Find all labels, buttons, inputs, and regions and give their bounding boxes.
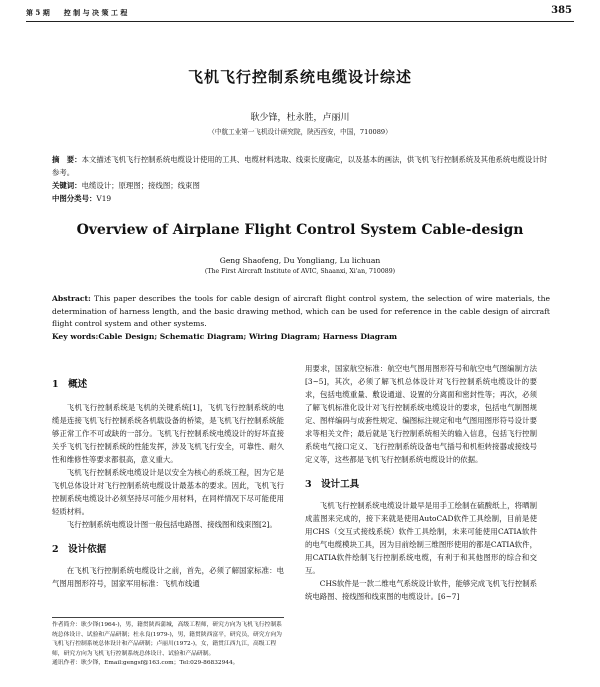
section-1-paragraph-1: 飞机飞行控制系统是飞机的关键系统[1]，飞机飞行控制系统的电缆是连接飞机飞行控制系统各机载设备的桥梁，是飞机飞行控制系统能够正常工作不可或缺的一部分。飞机飞行控制系统电缆设计的好坏直接关乎飞机飞行控制系统的性能发挥，涉及飞机飞行安全，可靠性、耐久性和维修性等要求都很高，意义重大。 [52,403,284,464]
chinese-affiliation: （中航工业第一飞机设计研究院，陕西西安，中国，710089） [208,128,392,136]
section-2-continuation: 用要求，国家航空标准：航空电气图用图形符号和航空电气图编制方法[3~5]，其次，必须了解飞机总体设计对飞行控制系统电缆设计的要求，包括电缆重量、敷设通道、设置的分离面和密封性等；再次，必须了解飞机标准化设计对飞行控制系统电缆设计的要求，包括电气制图规定、图样编码与成套性规定、编图标注规定和电气图用图形符号设计要求等相关文件；最后就是飞行控制系统相关的输入信息，包括飞行控制系统电气接口定义、飞行控制系统设备电气插号和机柜转接器或接线号定义等，这些都是飞机飞行控制系统电缆设计的依据。 [305,364,537,464]
journal-name: 第 5 期 控 制 与 决 策 工 程 [26,8,128,17]
chinese-abstract [52,153,552,179]
chinese-class-code: V19 [96,194,112,203]
footnote-bio: 作者简介：耿少锋(1964-)，男，籍贯陕西蒲城，高级工程师，研究方向为飞机飞行控制系统总体设计、试验和产品研制；杜永良(1979-)，男，籍贯陕西富平，研究员，研究方向为飞机飞行控制系统总体设计和产品研制；卢丽川(1972-)，女，籍贯江西九江，高级工程师，研究方向为飞机飞行控制系统总体设计、试验和产品研制。 [52,622,282,657]
chinese-keywords [52,179,552,192]
header-rule [26,21,574,22]
section-1-paragraph-3: 飞行控制系统电缆设计图一般包括电路图、接线图和线束图[2]。 [66,520,277,529]
right-column [305,362,537,603]
chinese-abstract-block [52,153,552,205]
author-footnote [52,617,284,669]
english-abstract [52,293,550,331]
chinese-authors: 耿少锋，杜永胜，卢丽川 [250,113,350,123]
section-1-paragraph-2: 飞机飞行控制系统电缆设计是以安全为核心的系统工程，因为它是飞机总体设计对飞行控制系统电缆设计最基本的要求。因此，飞机飞行控制系统电缆设计必须坚持尽可能少用材料，在同样情况下尽可能使用轻质材料。 [52,468,284,516]
chinese-classification [52,192,552,205]
english-keywords-label: Key words: [52,331,99,341]
english-keywords-text: Cable Design; Schematic Diagram; Wiring Diagram; Harness Diagram [98,331,398,341]
english-title: Overview of Airplane Flight Control System Cable-design [76,222,524,238]
section-3-paragraph-2: CHS软件是一款二维电气系统设计软件，能够完成飞机飞行控制系统电路图、接线图和线束图的电缆设计。[6~7] [305,579,537,601]
english-abstract-label: Abstract: [52,294,91,303]
chinese-title: 飞机飞行控制系统电缆设计综述 [187,68,412,86]
english-abstract-block [52,293,550,343]
english-abstract-text: This paper describes the tools for cable design of aircraft flight control system, the selection of wire materials, the determination of harness length, and the basic drawing method, which can be used for reference in the cable design of aircraft flight control system and other systems. [52,294,550,328]
page-number: 385 [551,5,572,16]
section-1-heading: 1 概述 [52,379,88,390]
section-2-heading: 2 设计依据 [52,544,107,555]
chinese-class-label: 中图分类号： [52,194,97,203]
section-2-paragraph-1: 在飞机飞行控制系统电缆设计之前，首先，必须了解国家标准：电气图用图形符号，国家军用标准：飞机布线通 [52,566,284,588]
english-authors: Geng Shaofeng, Du Yongliang, Lu lichuan [219,256,381,265]
running-header [26,5,574,20]
footnote-contact: 通讯作者：耿少锋，Email:gengsf@163.com；Tel:029-86832944。 [52,660,239,667]
chinese-abstract-text: 本文描述飞机飞行控制系统电缆设计使用的工具、电缆材料选取、线束长度确定，以及基本的画法，供飞机飞行控制系统及其他系统电缆设计时参考。 [52,155,548,177]
section-3-heading: 3 设计工具 [305,479,360,490]
english-affiliation: (The First Aircraft Institute of AVIC, Shaanxi, Xi'an, 710089) [204,268,396,275]
chinese-abstract-label: 摘 要： [52,155,82,164]
chinese-keywords-text: 电缆设计；原理图；接线图；线束图 [81,181,200,190]
chinese-keywords-label: 关键词： [52,181,82,190]
english-keywords [52,331,550,344]
section-3-paragraph-1: 飞机飞行控制系统电缆设计最早是用手工绘制在硫酸纸上，将晒制成蓝图来完成的，接下来就是使用AutoCAD软件工具绘制，目前是使用CHS（交互式接线系统）软件工具绘制，未来可能使用CATIA软件的电气电缆模块工具，因为目前绘制三维图形使用的都是CATIA软件，用CATIA软件绘制飞行控制系统电缆，有利于和其他图形的综合和交互。 [305,501,537,575]
left-column [52,378,284,590]
